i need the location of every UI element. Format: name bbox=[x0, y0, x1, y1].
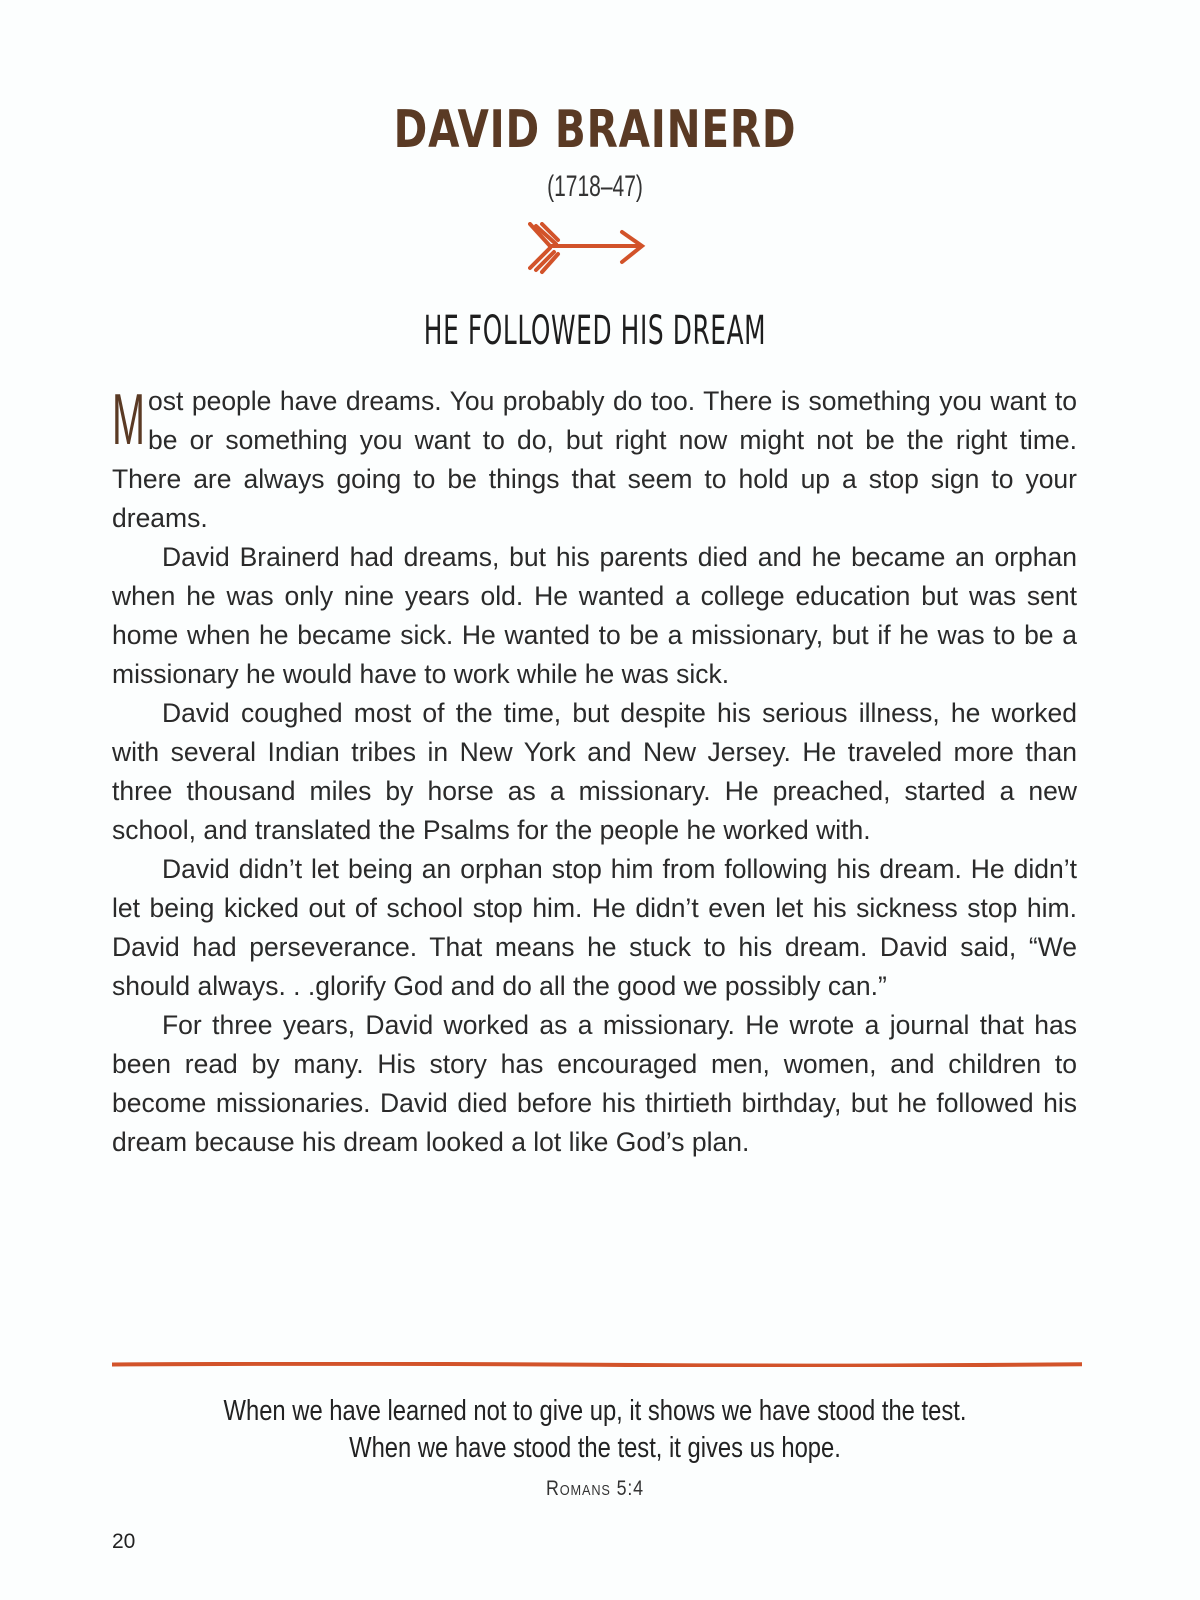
page-number: 20 bbox=[112, 1530, 136, 1553]
paragraph-3: David coughed most of the time, but despite his serious illness, he worked with several Indian tribes in New York and New Jersey. He traveled more than three thousand miles by horse as a missionary. He preached, started a new school, and translated the Psalms for the people he worked with. bbox=[112, 698, 1077, 845]
paragraph-1-text: ost people have dreams. You probably do too. There is something you want to be or something you want to do, but right now might not be the right time. There are always going to be things that seem to hold up a stop sign to your dreams. bbox=[112, 386, 1077, 533]
drop-cap: M bbox=[112, 380, 145, 460]
page-title: DAVID BRAINERD bbox=[393, 100, 797, 160]
verse-line-2: When we have stood the test, it gives us hope. bbox=[349, 1432, 841, 1464]
page-subtitle: HE FOLLOWED HIS DREAM bbox=[423, 308, 767, 354]
paragraph-5: For three years, David worked as a missionary. He wrote a journal that has been read by many. His story has encouraged men, women, and children to become missionaries. David died before his thirtieth birthday, but he followed his dream because his dream looked a lot like God’s plan. bbox=[112, 1010, 1077, 1157]
story-body bbox=[112, 382, 1077, 1162]
paragraph-1 bbox=[112, 382, 1077, 538]
paragraph-2: David Brainerd had dreams, but his parents died and he became an orphan when he was only nine years old. He wanted a college education but was sent home when he became sick. He wanted to be a missionary, but if he was to be a missionary he would have to work while he was sick. bbox=[112, 542, 1077, 689]
verse-line-1: When we have learned not to give up, it shows we have stood the test. bbox=[223, 1395, 967, 1427]
arrow-right-icon bbox=[528, 222, 658, 284]
life-years: (1718–47) bbox=[547, 170, 643, 203]
verse-reference bbox=[89, 1477, 1101, 1501]
verse-reference-text: Romans 5:4 bbox=[546, 1477, 644, 1500]
divider-rule bbox=[112, 1362, 1082, 1367]
paragraph-4: David didn’t let being an orphan stop him from following his dream. He didn’t let being kicked out of school stop him. He didn’t even let his sickness stop him. David had perseverance. That means he stuck to his dream. David said, “We should always. . .glorify God and do all the good we possibly can.” bbox=[112, 854, 1077, 1001]
bible-verse bbox=[107, 1393, 1083, 1467]
